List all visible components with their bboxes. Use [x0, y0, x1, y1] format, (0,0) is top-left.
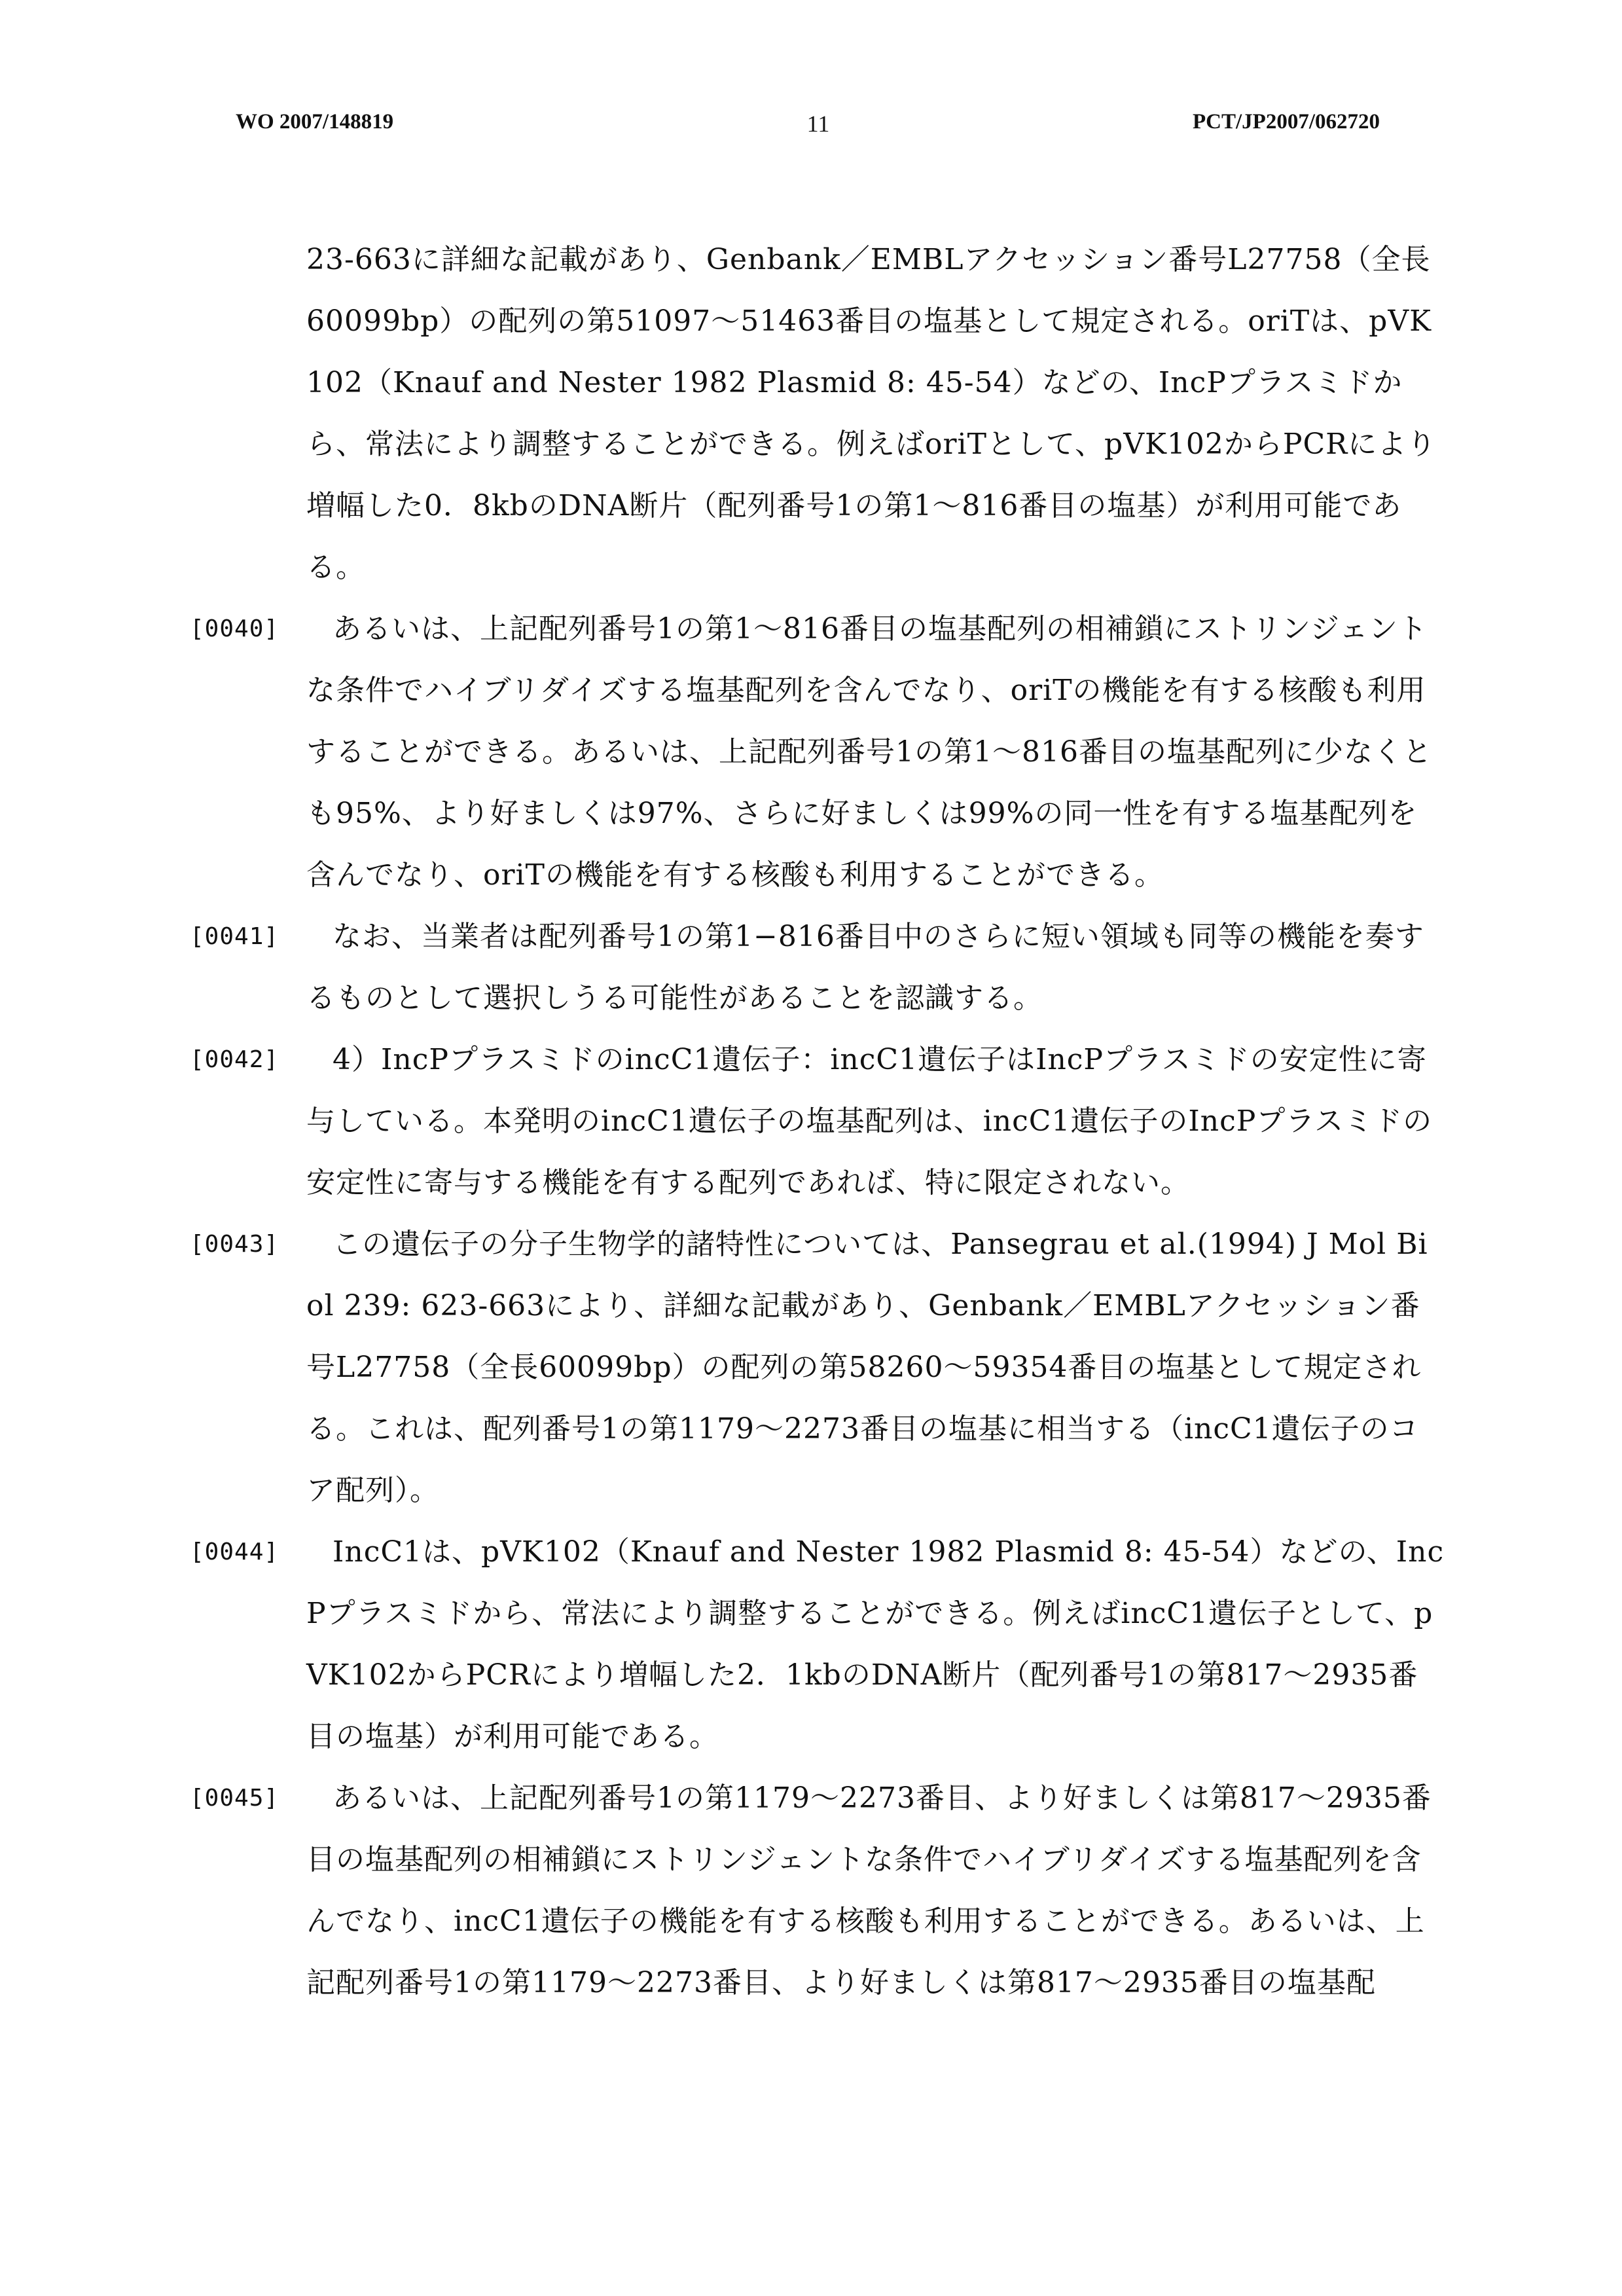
application-number: PCT/JP2007/062720: [1193, 110, 1380, 134]
paragraph-text: なお、当業者は配列番号1の第1−816番目中のさらに短い領域も同等の機能を奏するものとして選択しうる可能性があることを認識する。: [306, 920, 1424, 1015]
paragraph-text: 4）IncPプラスミドのincC1遺伝子：incC1遺伝子はIncPプラスミドの安定性に寄与している。本発明のincC1遺伝子の塩基配列は、incC1遺伝子のIncPプラスミドの安定性に寄与する機能を有する配列であれば、特に限定されない。: [306, 1043, 1433, 1199]
paragraph-0040: [0, 598, 1622, 906]
publication-number: WO 2007/148819: [236, 110, 394, 134]
paragraph-number: [0041]: [190, 923, 279, 950]
paragraph-text: IncC1は、pVK102（Knauf and Nester 1982 Plasmid 8: 45-54）などの、IncPプラスミドから、常法により調整することができる。例えばincC1遺伝子として、pVK102からPCRにより増幅した2．1kbのDNA断片（配列番号1の第817〜2935番目の塩基）が利用可能である。: [306, 1535, 1445, 1753]
paragraph-0045: [0, 1768, 1622, 2014]
paragraph-number: [0045]: [190, 1785, 279, 1812]
paragraph-0041: [0, 906, 1622, 1029]
paragraph-number: [0044]: [190, 1539, 279, 1565]
paragraph-0044: [0, 1522, 1622, 1768]
paragraph-text: あるいは、上記配列番号1の第1〜816番目の塩基配列の相補鎖にストリンジェントな条件でハイブリダイズする塩基配列を含んでなり、oriTの機能を有する核酸も利用することができる。あるいは、上記配列番号1の第1〜816番目の塩基配列に少なくとも95%、より好ましくは97%、さらに好ましくは99%の同一性を有する塩基配列を含んでなり、oriTの機能を有する核酸も利用することができる。: [306, 612, 1432, 892]
paragraph-0042: [0, 1029, 1622, 1214]
paragraph-text: 23-663に詳細な記載があり、Genbank／EMBLアクセッション番号L27758（全長60099bp）の配列の第51097〜51463番目の塩基として規定される。oriTは、pVK102（Knauf and Nester 1982 Plasmid 8: 45-54）などの、IncPプラスミドから、常法により調整することができる。例えばoriTとして、pVK102からPCRにより増幅した0．8kbのDNA断片（配列番号1の第1〜816番目の塩基）が利用可能である。: [306, 243, 1437, 584]
paragraph-0043: [0, 1214, 1622, 1522]
paragraph-number: [0040]: [190, 615, 279, 642]
paragraph-text: あるいは、上記配列番号1の第1179〜2273番目、より好ましくは第817〜2935番目の塩基配列の相補鎖にストリンジェントな条件でハイブリダイズする塩基配列を含んでなり、incC1遺伝子の機能を有する核酸も利用することができる。あるいは、上記配列番号1の第1179〜2273番目、より好ましくは第817〜2935番目の塩基配: [306, 1781, 1432, 1999]
page-number: 11: [806, 111, 830, 137]
paragraph-number: [0043]: [190, 1231, 279, 1258]
paragraph-continued: [0, 229, 1622, 598]
paragraph-text: この遺伝子の分子生物学的諸特性については、Pansegrau et al.(1994) J Mol Biol 239: 623-663により、詳細な記載があり、Genbank／EMBLアクセッション番号L27758（全長60099bp）の配列の第58260〜59354番目の塩基として規定される。これは、配列番号1の第1179〜2273番目の塩基に相当する（incC1遺伝子のコア配列）。: [306, 1228, 1428, 1507]
page-header: [0, 110, 1622, 149]
paragraph-number: [0042]: [190, 1046, 279, 1073]
document-body: [0, 229, 1622, 2014]
